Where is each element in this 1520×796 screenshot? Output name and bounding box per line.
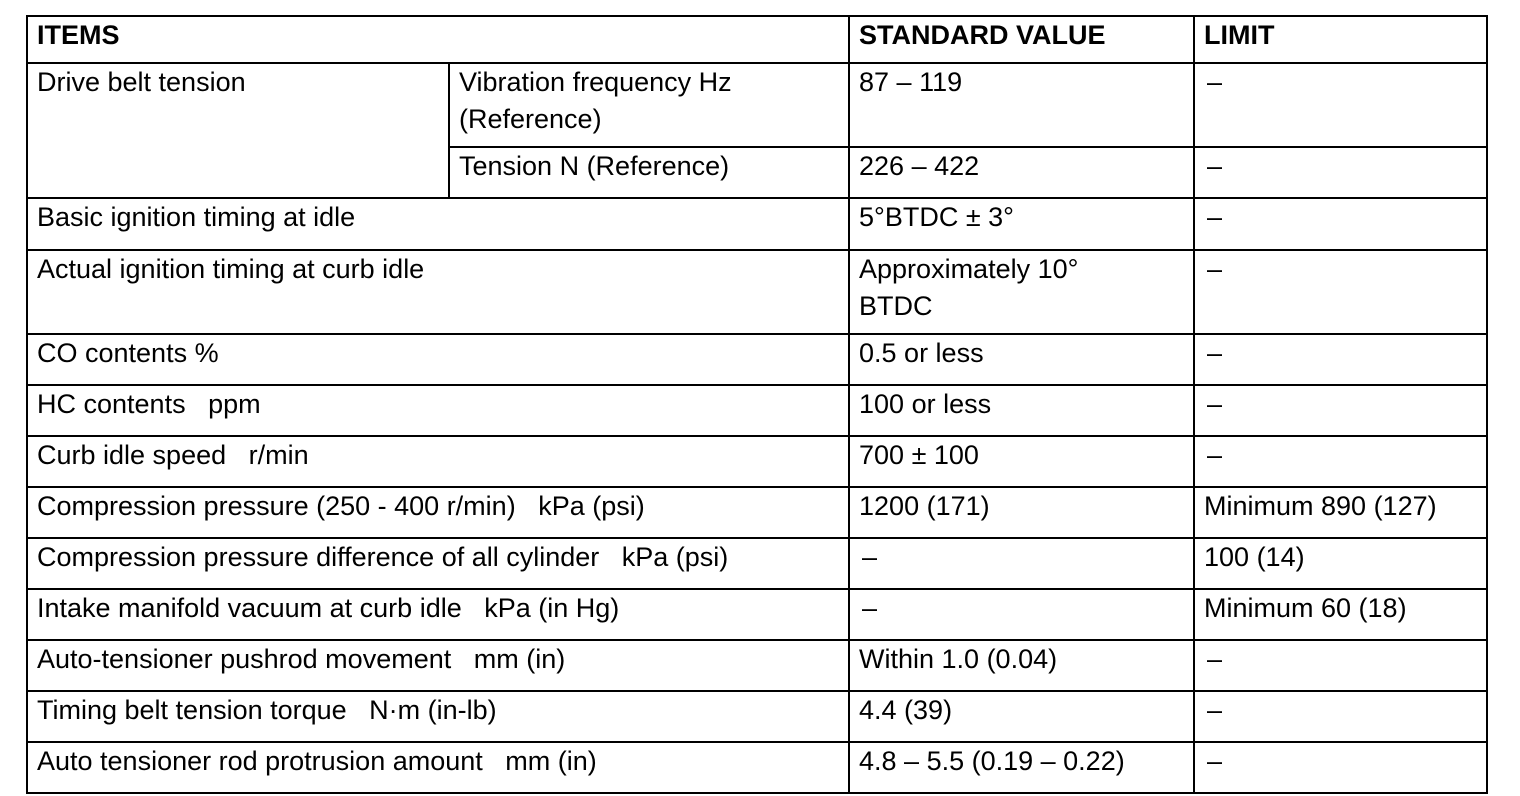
limit-cell xyxy=(1194,385,1487,436)
item-cell: Timing belt tension torque N·m (in-lb) xyxy=(27,691,849,742)
table-row xyxy=(27,487,1487,538)
limit-cell xyxy=(1194,436,1487,487)
header-items: ITEMS xyxy=(27,16,849,63)
limit-cell xyxy=(1194,198,1487,250)
table-row xyxy=(27,63,1487,147)
table-row xyxy=(27,538,1487,589)
limit-cell xyxy=(1194,742,1487,793)
standard-value: 1200 (171) xyxy=(859,491,990,521)
header-standard-value: STANDARD VALUE xyxy=(849,16,1194,63)
limit-value: – xyxy=(1207,695,1223,725)
table-row xyxy=(27,250,1487,334)
limit-value: – xyxy=(1207,440,1223,470)
limit-value: 100 (14) xyxy=(1204,542,1305,572)
item-cell: HC contents ppm xyxy=(27,385,849,436)
limit-value: – xyxy=(1207,644,1223,674)
standard-value: Approximately 10° BTDC xyxy=(859,254,1079,321)
standard-value-cell xyxy=(849,334,1194,385)
specification-table xyxy=(26,15,1488,794)
table-row xyxy=(27,691,1487,742)
limit-cell xyxy=(1194,691,1487,742)
standard-value: 5°BTDC ± 3° xyxy=(859,202,1014,232)
item-cell: CO contents % xyxy=(27,334,849,385)
limit-value: – xyxy=(1207,151,1223,181)
item-cell: Drive belt tension xyxy=(27,63,449,198)
standard-value-cell xyxy=(849,436,1194,487)
limit-value: Minimum 890 (127) xyxy=(1204,491,1437,521)
limit-value: – xyxy=(1207,338,1223,368)
limit-cell xyxy=(1194,538,1487,589)
standard-value-cell: 87 – 119 xyxy=(849,63,1194,147)
standard-value-cell xyxy=(849,742,1194,793)
limit-value: – xyxy=(1207,389,1223,419)
header-limit: LIMIT xyxy=(1194,16,1487,63)
table-row xyxy=(27,198,1487,250)
standard-value: Within 1.0 (0.04) xyxy=(859,644,1058,674)
standard-value: 4.8 – 5.5 (0.19 – 0.22) xyxy=(859,746,1125,776)
item-cell: Compression pressure difference of all cylinder kPa (psi) xyxy=(27,538,849,589)
limit-cell xyxy=(1194,487,1487,538)
item-cell: Actual ignition timing at curb idle xyxy=(27,250,849,334)
subitem-cell: Tension N (Reference) xyxy=(449,147,849,198)
limit-cell xyxy=(1194,147,1487,198)
standard-value-cell xyxy=(849,640,1194,691)
standard-value-cell xyxy=(849,691,1194,742)
standard-value-cell xyxy=(849,385,1194,436)
standard-value-cell xyxy=(849,538,1194,589)
standard-value-cell xyxy=(849,198,1194,250)
item-cell: Curb idle speed r/min xyxy=(27,436,849,487)
item-cell: Intake manifold vacuum at curb idle kPa (in Hg) xyxy=(27,589,849,640)
standard-value-cell xyxy=(849,487,1194,538)
standard-value: – xyxy=(862,542,878,572)
standard-value: 100 or less xyxy=(859,389,992,419)
limit-value: – xyxy=(1207,254,1223,284)
standard-value: 700 ± 100 xyxy=(859,440,979,470)
limit-cell xyxy=(1194,589,1487,640)
item-cell: Auto tensioner rod protrusion amount mm (in) xyxy=(27,742,849,793)
header-row xyxy=(27,16,1487,63)
rows-body xyxy=(27,198,1487,793)
standard-value: 4.4 (39) xyxy=(859,695,953,725)
table-row xyxy=(27,334,1487,385)
item-cell: Basic ignition timing at idle xyxy=(27,198,849,250)
table-row xyxy=(27,742,1487,793)
standard-value: 0.5 or less xyxy=(859,338,984,368)
standard-value-cell: 226 – 422 xyxy=(849,147,1194,198)
item-cell: Compression pressure (250 - 400 r/min) kPa (psi) xyxy=(27,487,849,538)
limit-value: – xyxy=(1207,202,1223,232)
table-row xyxy=(27,385,1487,436)
item-cell: Auto-tensioner pushrod movement mm (in) xyxy=(27,640,849,691)
standard-value-cell xyxy=(849,250,1194,334)
limit-value: Minimum 60 (18) xyxy=(1204,593,1407,623)
standard-value-cell xyxy=(849,589,1194,640)
table-row xyxy=(27,436,1487,487)
limit-value: – xyxy=(1207,746,1223,776)
subitem-cell: Vibration frequency Hz (Reference) xyxy=(449,63,849,147)
table-row xyxy=(27,640,1487,691)
limit-cell xyxy=(1194,63,1487,147)
limit-value: – xyxy=(1207,67,1223,97)
table-row xyxy=(27,589,1487,640)
limit-cell xyxy=(1194,334,1487,385)
limit-cell xyxy=(1194,250,1487,334)
standard-value: – xyxy=(862,593,878,623)
limit-cell xyxy=(1194,640,1487,691)
